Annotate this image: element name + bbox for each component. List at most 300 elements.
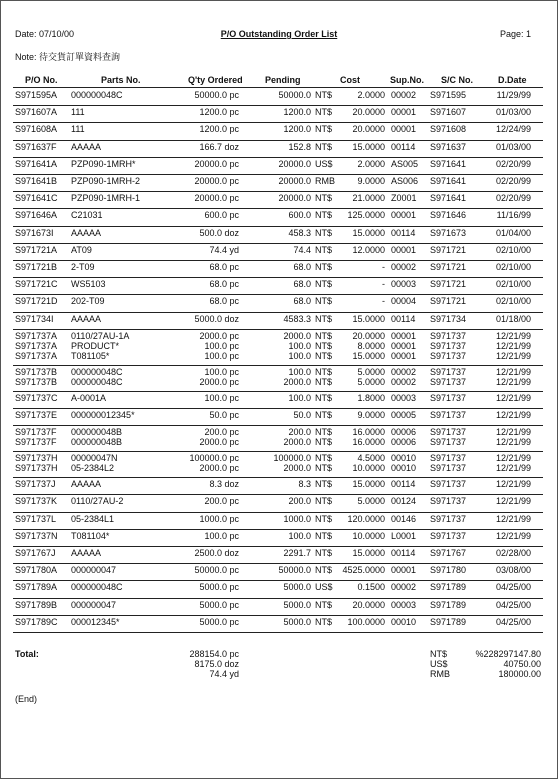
order-group	[1, 261, 557, 272]
parts-number: 000012345*	[71, 616, 120, 627]
pending-qty: 100.0	[288, 350, 311, 361]
po-number: S971737E	[15, 410, 58, 420]
table-row	[1, 176, 557, 186]
delivery-date: 02/20/99	[495, 176, 531, 186]
delivery-date: 02/10/00	[495, 279, 531, 290]
column-header-sc: S/C No.	[441, 75, 474, 85]
supplier-number: 00002	[391, 90, 417, 100]
pending-qty: 50000.0	[278, 90, 311, 100]
pending-qty: 2000.0	[283, 376, 311, 387]
supplier-number: 00001	[391, 124, 417, 135]
pending-qty: 20000.0	[278, 158, 311, 169]
qty-ordered: 600.0 pc	[204, 210, 239, 221]
cost-currency: NT$	[315, 437, 333, 448]
delivery-date: 02/20/99	[495, 193, 531, 204]
parts-number: 0110/27AU-2	[71, 496, 124, 507]
pending-qty: 1200.0	[283, 107, 311, 118]
end-marker: (End)	[15, 694, 38, 704]
delivery-date: 12/21/99	[495, 463, 531, 474]
sc-number: S971789	[430, 599, 467, 610]
sc-number: S971767	[430, 548, 467, 558]
pending-qty: 100.0	[288, 530, 311, 541]
pending-qty: 100.0	[288, 366, 311, 377]
sc-number: S971721	[430, 296, 467, 307]
sc-number: S971737	[430, 479, 467, 490]
cost-value: 10.0000	[352, 530, 385, 541]
table-row	[1, 367, 557, 377]
totals-section	[1, 649, 557, 679]
order-group	[1, 426, 557, 447]
order-group	[1, 495, 557, 506]
pending-qty: 20000.0	[278, 193, 311, 204]
pending-qty: 50000.0	[278, 565, 311, 576]
table-row	[1, 427, 557, 437]
row-divider	[13, 632, 543, 633]
table-row	[1, 351, 557, 361]
parts-number: 2-T09	[71, 262, 95, 272]
delivery-date: 12/21/99	[495, 350, 531, 361]
delivery-date: 12/21/99	[495, 366, 531, 377]
supplier-number: 00114	[391, 548, 416, 558]
total-qty: 74.4 yd	[209, 669, 239, 679]
column-header-qty: Q'ty Ordered	[188, 75, 243, 85]
po-number: S971646A	[15, 210, 58, 221]
order-group	[1, 278, 557, 289]
po-number: S971641A	[15, 158, 58, 169]
po-number: S971767J	[15, 548, 56, 558]
delivery-date: 01/18/00	[495, 313, 531, 324]
qty-ordered: 8.3 doz	[209, 479, 239, 490]
supplier-number: 00003	[391, 279, 417, 290]
supplier-number: 00010	[391, 616, 417, 627]
supplier-number: 00003	[391, 392, 417, 403]
pending-qty: 2000.0	[283, 463, 311, 474]
supplier-number: 00001	[391, 350, 417, 361]
parts-number: 05-2384L1	[71, 513, 115, 524]
cost-value: 16.0000	[352, 437, 385, 448]
order-group	[1, 564, 557, 575]
supplier-number: Z0001	[391, 193, 417, 204]
table-row	[1, 377, 557, 387]
table-row	[1, 514, 557, 524]
supplier-number: 00002	[391, 262, 417, 272]
sc-number: S971637	[430, 141, 467, 152]
delivery-date: 02/20/99	[495, 158, 531, 169]
pending-qty: 5000.0	[283, 616, 311, 627]
cost-value: 15.0000	[352, 350, 385, 361]
po-number: S971721B	[15, 262, 58, 272]
order-group	[1, 123, 557, 134]
po-number: S971721D	[15, 296, 58, 307]
cost-value: 12.0000	[352, 244, 385, 255]
order-group	[1, 89, 557, 100]
cost-currency: US$	[315, 582, 333, 593]
supplier-number: 00003	[391, 599, 417, 610]
po-number: S971737H	[15, 453, 58, 464]
cost-value: 2.0000	[357, 90, 385, 100]
qty-ordered: 500.0 doz	[199, 227, 239, 238]
column-header-parts: Parts No.	[101, 75, 141, 85]
qty-ordered: 5000.0 pc	[199, 599, 239, 610]
order-group	[1, 452, 557, 473]
delivery-date: 12/21/99	[495, 530, 531, 541]
qty-ordered: 2000.0 pc	[199, 463, 239, 474]
table-row	[1, 262, 557, 272]
order-group	[1, 409, 557, 420]
qty-ordered: 2000.0 pc	[199, 437, 239, 448]
cost-currency: NT$	[315, 279, 333, 290]
total-qty: 8175.0 doz	[194, 659, 239, 669]
table-row	[1, 107, 557, 117]
sc-number: S971721	[430, 262, 467, 272]
pending-qty: 20000.0	[278, 176, 311, 186]
qty-ordered: 50000.0 pc	[194, 565, 239, 576]
sc-number: S971646	[430, 210, 467, 221]
order-group	[1, 616, 557, 627]
po-number: S971734I	[15, 313, 54, 324]
parts-number: AAAAA	[71, 227, 102, 238]
cost-value: 20.0000	[352, 330, 385, 341]
supplier-number: 00001	[391, 330, 417, 341]
order-group	[1, 547, 557, 558]
po-number: S971737A	[15, 340, 58, 351]
parts-number: 05-2384L2	[71, 463, 115, 474]
pending-qty: 200.0	[288, 427, 311, 438]
qty-ordered: 68.0 pc	[209, 296, 239, 307]
cost-value: 9.0000	[357, 410, 385, 420]
order-group	[1, 227, 557, 238]
delivery-date: 04/25/00	[495, 599, 531, 610]
sc-number: S971607	[430, 107, 467, 118]
supplier-number: 00114	[391, 227, 416, 238]
cost-currency: NT$	[315, 340, 333, 351]
supplier-number: 00001	[391, 565, 417, 576]
order-group	[1, 192, 557, 203]
supplier-number: 00002	[391, 582, 417, 593]
po-number: S971737C	[15, 392, 58, 403]
qty-ordered: 200.0 pc	[204, 496, 239, 507]
delivery-date: 12/21/99	[495, 453, 531, 464]
cost-value: 15.0000	[352, 548, 385, 558]
pending-qty: 100.0	[288, 340, 311, 351]
order-group	[1, 581, 557, 592]
cost-value: 20.0000	[352, 599, 385, 610]
cost-currency: NT$	[315, 548, 333, 558]
cost-value: 10.0000	[352, 463, 385, 474]
qty-ordered: 100.0 pc	[204, 366, 239, 377]
delivery-date: 12/21/99	[495, 513, 531, 524]
cost-currency: NT$	[315, 376, 333, 387]
delivery-date: 12/21/99	[495, 330, 531, 341]
supplier-number: 00114	[391, 141, 416, 152]
sc-number: S971737	[430, 427, 467, 438]
parts-number: 000000047	[71, 599, 117, 610]
qty-ordered: 2000.0 pc	[199, 376, 239, 387]
total-currency: RMB	[430, 669, 450, 679]
cost-value: 16.0000	[352, 427, 385, 438]
qty-ordered: 5000.0 doz	[194, 313, 239, 324]
parts-number: T081104*	[71, 530, 110, 541]
total-qty: 288154.0 pc	[189, 649, 239, 659]
qty-ordered: 1000.0 pc	[199, 513, 239, 524]
sc-number: S971737	[430, 530, 467, 541]
cost-value: 20.0000	[352, 107, 385, 118]
qty-ordered: 2500.0 doz	[194, 548, 239, 558]
cost-value: -	[382, 262, 385, 272]
table-row	[1, 296, 557, 306]
cost-currency: US$	[315, 158, 333, 169]
po-number: S971737K	[15, 496, 58, 507]
qty-ordered: 20000.0 pc	[194, 158, 239, 169]
delivery-date: 04/25/00	[495, 616, 531, 627]
delivery-date: 12/21/99	[495, 496, 531, 507]
cost-value: 5.0000	[357, 366, 385, 377]
cost-value: 120.0000	[347, 513, 385, 524]
qty-ordered: 5000.0 pc	[199, 616, 239, 627]
sc-number: S971641	[430, 158, 467, 169]
sc-number: S971737	[430, 513, 467, 524]
delivery-date: 12/21/99	[495, 410, 531, 420]
cost-value: 125.0000	[347, 210, 385, 221]
po-number: S971641B	[15, 176, 58, 186]
parts-number: 000000048B	[71, 437, 123, 448]
parts-number: AAAAA	[71, 141, 102, 152]
total-amount: 40750.00	[503, 659, 541, 669]
qty-ordered: 20000.0 pc	[194, 193, 239, 204]
cost-value: 8.0000	[357, 340, 385, 351]
cost-currency: NT$	[315, 392, 333, 403]
table-row	[1, 341, 557, 351]
pending-qty: 5000.0	[283, 599, 311, 610]
table-row	[1, 582, 557, 592]
cost-currency: NT$	[315, 90, 333, 100]
cost-currency: NT$	[315, 513, 333, 524]
cost-value: 100.0000	[347, 616, 385, 627]
qty-ordered: 100000.0 pc	[189, 453, 239, 464]
order-group	[1, 599, 557, 610]
table-row	[1, 90, 557, 100]
cost-currency: RMB	[315, 176, 335, 186]
order-group	[1, 158, 557, 169]
supplier-number: 00001	[391, 210, 417, 221]
cost-currency: NT$	[315, 227, 333, 238]
cost-currency: NT$	[315, 453, 333, 464]
table-row	[1, 279, 557, 289]
supplier-number: 00010	[391, 453, 417, 464]
table-row	[1, 479, 557, 489]
cost-value: 2.0000	[357, 158, 385, 169]
cost-currency: NT$	[315, 479, 333, 490]
table-row	[1, 124, 557, 134]
delivery-date: 12/21/99	[495, 427, 531, 438]
order-group	[1, 295, 557, 306]
supplier-number: 00124	[391, 496, 417, 507]
order-group	[1, 513, 557, 524]
pending-qty: 2000.0	[283, 330, 311, 341]
cost-value: 5.0000	[357, 496, 385, 507]
po-number: S971737H	[15, 463, 58, 474]
pending-qty: 5000.0	[283, 582, 311, 593]
parts-number: AAAAA	[71, 313, 102, 324]
table-row	[1, 531, 557, 541]
po-number: S971737A	[15, 350, 58, 361]
sc-number: S971641	[430, 176, 467, 186]
delivery-date: 03/08/00	[495, 565, 531, 576]
delivery-date: 02/10/00	[495, 262, 531, 272]
table-row	[1, 410, 557, 420]
cost-value: 21.0000	[352, 193, 385, 204]
delivery-date: 01/03/00	[495, 141, 531, 152]
table-row	[1, 228, 557, 238]
cost-value: 15.0000	[352, 313, 385, 324]
sc-number: S971737	[430, 340, 467, 351]
delivery-date: 01/04/00	[495, 227, 531, 238]
order-group	[1, 106, 557, 117]
parts-number: 111	[71, 107, 85, 118]
table-row	[1, 565, 557, 575]
parts-number: C21031	[71, 210, 103, 221]
table-row	[1, 193, 557, 203]
pending-qty: 8.3	[298, 479, 311, 490]
order-group	[1, 330, 557, 361]
total-amount: 180000.00	[498, 669, 541, 679]
supplier-number: 00001	[391, 244, 417, 255]
delivery-date: 12/24/99	[495, 124, 531, 135]
pending-qty: 458.3	[288, 227, 311, 238]
pending-qty: 4583.3	[283, 313, 311, 324]
totals-label: Total:	[15, 649, 39, 659]
order-group	[1, 530, 557, 541]
cost-currency: NT$	[315, 427, 333, 438]
po-number: S971737B	[15, 366, 58, 377]
sc-number: S971789	[430, 582, 467, 593]
cost-currency: NT$	[315, 262, 333, 272]
parts-number: PZP090-1MRH-1	[71, 193, 141, 204]
qty-ordered: 68.0 pc	[209, 262, 239, 272]
po-number: S971608A	[15, 124, 58, 135]
qty-ordered: 1200.0 pc	[199, 124, 239, 135]
supplier-number: 00146	[391, 513, 417, 524]
table-row	[1, 393, 557, 403]
delivery-date: 02/10/00	[495, 244, 531, 255]
sc-number: S971737	[430, 437, 467, 448]
pending-qty: 1000.0	[283, 513, 311, 524]
qty-ordered: 1200.0 pc	[199, 107, 239, 118]
sc-number: S971734	[430, 313, 467, 324]
parts-number: 202-T09	[71, 296, 105, 307]
sc-number: S971721	[430, 244, 467, 255]
po-number: S971737N	[15, 530, 58, 541]
qty-ordered: 166.7 doz	[199, 141, 239, 152]
column-header-ddate: D.Date	[498, 75, 527, 85]
cost-currency: NT$	[315, 410, 333, 420]
cost-value: -	[382, 296, 385, 307]
table-row	[1, 159, 557, 169]
parts-number: AAAAA	[71, 479, 102, 490]
po-number: S971637F	[15, 141, 57, 152]
supplier-number: 00010	[391, 463, 417, 474]
column-header-pending: Pending	[265, 75, 301, 85]
page-number: Page: 1	[499, 29, 531, 39]
po-number: S971737F	[15, 437, 57, 448]
cost-currency: NT$	[315, 210, 333, 221]
order-group	[1, 478, 557, 489]
parts-number: 000000047	[71, 565, 117, 576]
parts-number: 111	[71, 124, 85, 135]
column-header-po: P/O No.	[25, 75, 58, 85]
parts-number: T081105*	[71, 350, 110, 361]
qty-ordered: 50000.0 pc	[194, 90, 239, 100]
table-row	[1, 548, 557, 558]
sc-number: S971595	[430, 90, 467, 100]
delivery-date: 12/21/99	[495, 437, 531, 448]
parts-number: 000000048C	[71, 582, 123, 593]
cost-value: 4525.0000	[342, 565, 385, 576]
supplier-number: 00006	[391, 427, 417, 438]
supplier-number: 00004	[391, 296, 417, 307]
parts-number: 000000048C	[71, 366, 123, 377]
column-header-cost: Cost	[340, 75, 360, 85]
table-row	[1, 463, 557, 473]
delivery-date: 12/21/99	[495, 340, 531, 351]
table-row	[1, 617, 557, 627]
po-number: S971737L	[15, 513, 57, 524]
delivery-date: 02/28/00	[495, 548, 531, 558]
pending-qty: 68.0	[293, 262, 311, 272]
table-row	[1, 453, 557, 463]
parts-number: PZP090-1MRH*	[71, 158, 136, 169]
sc-number: S971737	[430, 350, 467, 361]
cost-value: 15.0000	[352, 141, 385, 152]
po-number: S971789B	[15, 599, 58, 610]
sc-number: S971721	[430, 279, 467, 290]
sc-number: S971737	[430, 376, 467, 387]
qty-ordered: 50.0 pc	[209, 410, 239, 420]
cost-currency: NT$	[315, 141, 333, 152]
cost-currency: NT$	[315, 530, 333, 541]
delivery-date: 02/10/00	[495, 296, 531, 307]
table-row	[1, 496, 557, 506]
cost-value: 15.0000	[352, 479, 385, 490]
supplier-number: L0001	[391, 530, 417, 541]
parts-number: PZP090-1MRH-2	[71, 176, 141, 186]
cost-currency: NT$	[315, 496, 333, 507]
pending-qty: 100000.0	[273, 453, 311, 464]
po-number: S971673I	[15, 227, 54, 238]
table-row	[1, 331, 557, 341]
pending-qty: 2291.7	[283, 548, 311, 558]
cost-value: 20.0000	[352, 124, 385, 135]
order-group	[1, 392, 557, 403]
delivery-date: 01/03/00	[495, 107, 531, 118]
cost-currency: NT$	[315, 244, 333, 255]
po-number: S971789A	[15, 582, 58, 593]
report-date: Date: 07/10/00	[15, 29, 75, 39]
po-number: S971641C	[15, 193, 58, 204]
pending-qty: 152.8	[288, 141, 311, 152]
pending-qty: 74.4	[293, 244, 311, 255]
parts-number: AAAAA	[71, 548, 102, 558]
pending-qty: 1200.0	[283, 124, 311, 135]
supplier-number: 00114	[391, 479, 416, 490]
pending-qty: 200.0	[288, 496, 311, 507]
po-number: S971737A	[15, 330, 58, 341]
cost-currency: NT$	[315, 366, 333, 377]
sc-number: S971737	[430, 410, 467, 420]
supplier-number: AS005	[391, 158, 419, 169]
supplier-number: AS006	[391, 176, 419, 186]
po-number: S971721C	[15, 279, 58, 290]
